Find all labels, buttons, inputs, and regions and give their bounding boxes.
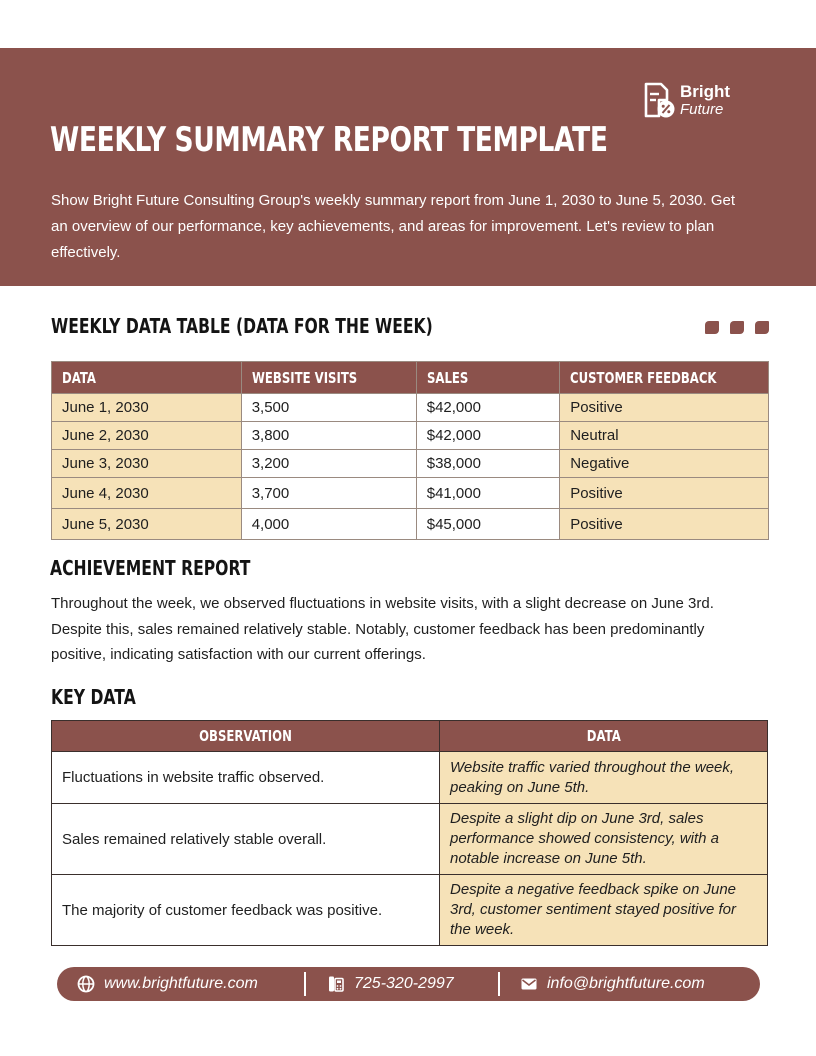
weekly-table-title: WEEKLY DATA TABLE (DATA FOR THE WEEK)	[51, 314, 433, 338]
table-cell: $41,000	[416, 478, 559, 509]
table-cell: 3,500	[241, 394, 416, 422]
table-cell: 4,000	[241, 509, 416, 540]
table-header-row	[52, 721, 768, 752]
table-cell: 3,200	[241, 450, 416, 478]
table-row	[52, 478, 769, 509]
column-header: OBSERVATION	[52, 721, 440, 752]
table-cell: June 4, 2030	[52, 478, 242, 509]
globe-icon	[77, 975, 95, 993]
table-cell: Positive	[560, 478, 769, 509]
table-cell: Fluctuations in website traffic observed.	[52, 752, 440, 804]
table-cell: 3,700	[241, 478, 416, 509]
dot-icon	[705, 321, 719, 334]
brand-logo-icon	[643, 82, 675, 118]
table-cell: Negative	[560, 450, 769, 478]
footer-divider	[304, 972, 306, 996]
page-title: WEEKLY SUMMARY REPORT TEMPLATE	[50, 120, 608, 160]
table-row	[52, 450, 769, 478]
table-cell: Positive	[560, 509, 769, 540]
table-cell: $38,000	[416, 450, 559, 478]
table-cell: June 2, 2030	[52, 422, 242, 450]
table-row	[52, 752, 768, 804]
contact-footer	[57, 967, 760, 1001]
envelope-icon	[520, 975, 538, 993]
dot-icon	[755, 321, 769, 334]
table-cell: $45,000	[416, 509, 559, 540]
footer-phone[interactable]	[327, 967, 454, 1001]
column-header: CUSTOMER FEEDBACK	[560, 362, 769, 394]
table-header-row	[52, 362, 769, 394]
footer-website[interactable]	[77, 967, 258, 1001]
phone-text[interactable]: 725-320-2997	[354, 975, 454, 992]
table-cell: Neutral	[560, 422, 769, 450]
column-header: WEBSITE VISITS	[241, 362, 416, 394]
dot-icon	[730, 321, 744, 334]
table-cell: 3,800	[241, 422, 416, 450]
column-header: SALES	[416, 362, 559, 394]
decorative-dots	[705, 321, 769, 334]
table-row	[52, 804, 768, 875]
weekly-data-table	[51, 361, 769, 540]
brand-logo	[643, 82, 730, 118]
table-cell: Website traffic varied throughout the week, peaking on June 5th.	[440, 752, 768, 804]
table-row	[52, 394, 769, 422]
column-header: DATA	[52, 362, 242, 394]
intro-paragraph: Show Bright Future Consulting Group's weekly summary report from June 1, 2030 to June 5, 2030. Get an overview of our performance, key achievements, and areas for improvement. Let's review to plan effectively.	[51, 192, 736, 261]
footer-email[interactable]	[520, 967, 705, 1001]
brand-name-line1: Bright	[680, 82, 731, 101]
table-cell: Despite a slight dip on June 3rd, sales performance showed consistency, with a notable increase on June 5th.	[440, 804, 768, 875]
table-cell: June 1, 2030	[52, 394, 242, 422]
table-cell: $42,000	[416, 422, 559, 450]
table-row	[52, 422, 769, 450]
achievement-title: ACHIEVEMENT REPORT	[50, 556, 251, 580]
key-data-table	[51, 720, 768, 946]
email-text[interactable]: info@brightfuture.com	[547, 975, 705, 992]
phone-icon	[327, 975, 345, 993]
achievement-paragraph: Throughout the week, we observed fluctuations in website visits, with a slight decrease on June 3rd. Despite this, sales remained relatively stable. Notably, customer feedback has been predominantly positive, indicating satisfaction with our current offerings.	[51, 595, 714, 663]
key-data-title: KEY DATA	[51, 685, 136, 709]
table-cell: June 5, 2030	[52, 509, 242, 540]
table-cell: Sales remained relatively stable overall.	[52, 804, 440, 875]
table-cell: June 3, 2030	[52, 450, 242, 478]
table-cell: The majority of customer feedback was positive.	[52, 875, 440, 946]
brand-name-line2: Future	[680, 101, 724, 118]
table-row	[52, 509, 769, 540]
table-row	[52, 875, 768, 946]
column-header: DATA	[440, 721, 768, 752]
table-cell: $42,000	[416, 394, 559, 422]
table-cell: Positive	[560, 394, 769, 422]
table-cell: Despite a negative feedback spike on June 3rd, customer sentiment stayed positive for the week.	[440, 875, 768, 946]
footer-divider	[498, 972, 500, 996]
website-text[interactable]: www.brightfuture.com	[104, 975, 258, 992]
